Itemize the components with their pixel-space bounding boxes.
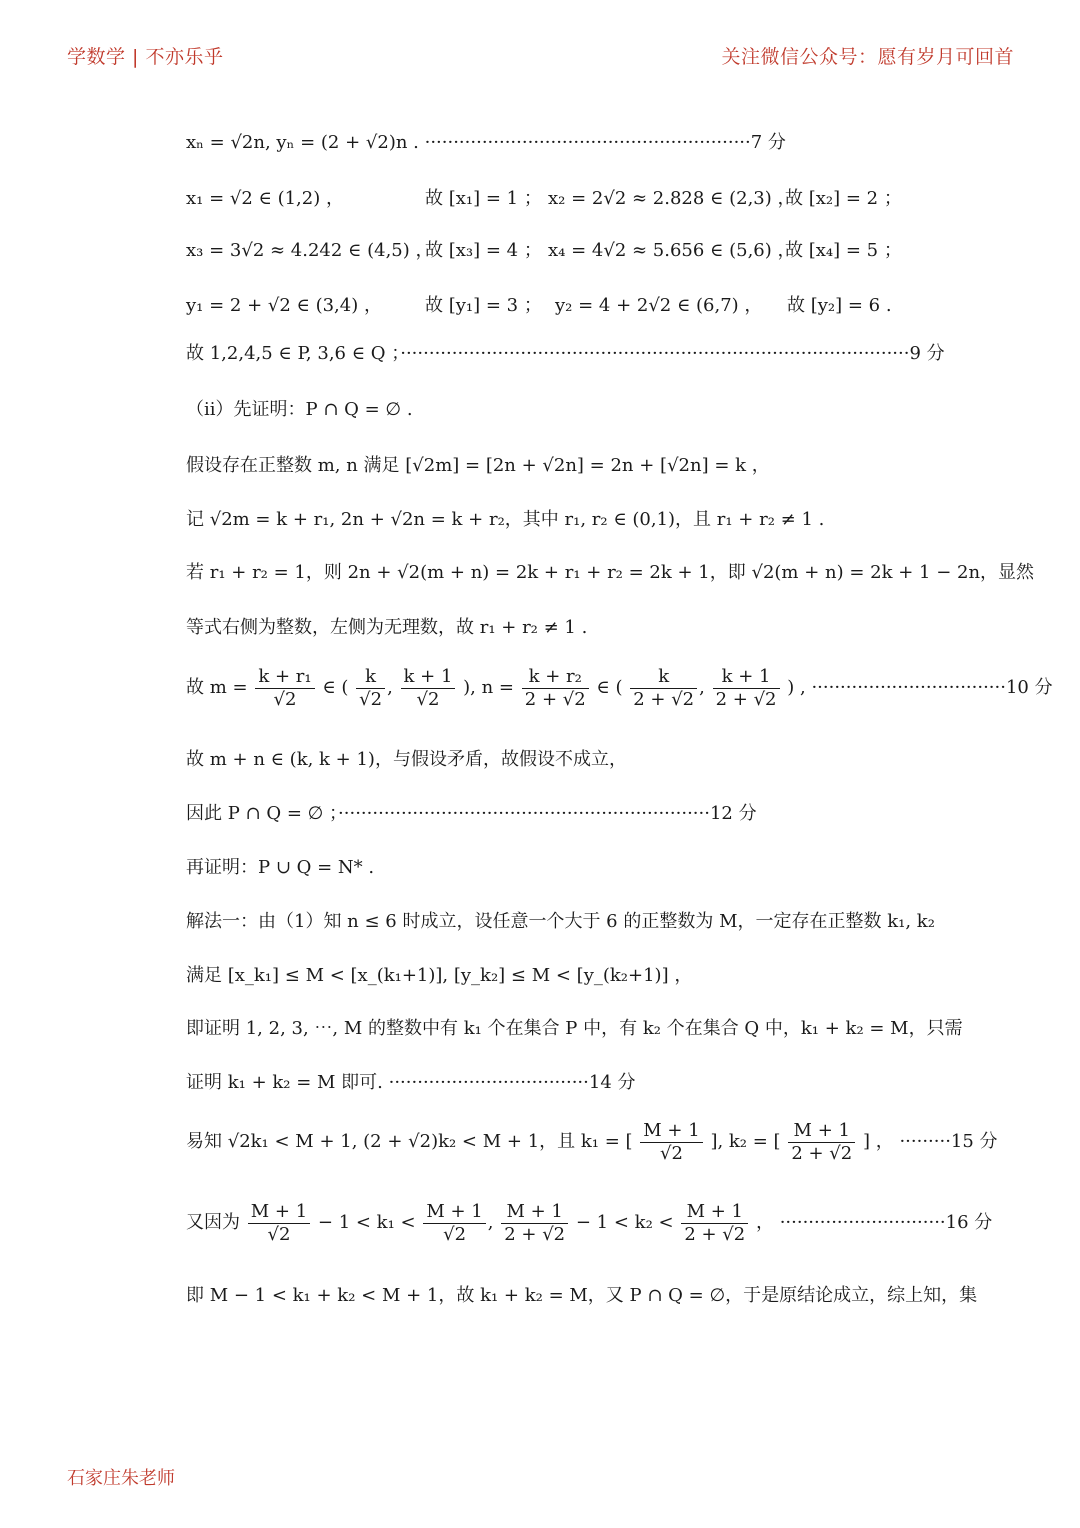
- denominator: 2 + √2: [524, 688, 586, 710]
- fraction: [630, 666, 697, 710]
- denominator: √2: [443, 1223, 467, 1245]
- line-p-cap-q: 因此 P ∩ Q = ∅ ；·································································12 分: [186, 803, 757, 824]
- header-right-label: 关注微信公众号：愿有岁月可回首: [721, 46, 1014, 68]
- text: ), n =: [463, 677, 515, 699]
- denominator: √2: [273, 688, 297, 710]
- score-label: ·····························16 分: [779, 1212, 993, 1234]
- fraction: [681, 1201, 748, 1245]
- line-xn-yn: xₙ = √2n, yₙ = (2 + √2)n . ·························································7 分: [186, 132, 786, 153]
- line-x4: x₄ = 4√2 ≈ 5.656 ∈ (5,6) ，: [548, 240, 796, 261]
- line-prove-union: 再证明：P ∪ Q = N* .: [186, 857, 375, 878]
- fraction: [401, 666, 456, 710]
- line-x1-floor: 故 [x₁] = 1 ；: [425, 188, 542, 209]
- numerator: M + 1: [248, 1201, 310, 1224]
- line-x1: x₁ = √2 ∈ (1,2) ，: [186, 188, 344, 209]
- numerator: M + 1: [501, 1201, 568, 1224]
- line-if-r-sum: 若 r₁ + r₂ = 1，则 2n + √2(m + n) = 2k + r₁ + r₂ = 2k + 1，即 √2(m + n) = 2k + 1 − 2n，显然: [186, 562, 1035, 583]
- text: 又因为: [186, 1212, 240, 1234]
- text: − 1 < k₁ <: [317, 1212, 416, 1234]
- footer-label: 石家庄朱老师: [67, 1468, 175, 1489]
- fraction: [356, 666, 385, 710]
- text: ∈ (: [596, 677, 623, 699]
- line-x2: x₂ = 2√2 ≈ 2.828 ∈ (2,3) ，: [548, 188, 796, 209]
- line-x4-floor: 故 [x₄] = 5 ；: [785, 240, 902, 261]
- score-label: ··································10 分: [811, 677, 1053, 699]
- text: ,: [387, 677, 393, 699]
- numerator: M + 1: [423, 1201, 485, 1224]
- line-m-n-intervals: [186, 666, 1053, 710]
- denominator: 2 + √2: [791, 1142, 853, 1164]
- fraction: [423, 1201, 485, 1245]
- line-part-ii: （ii）先证明：P ∩ Q = ∅ .: [186, 399, 413, 420]
- numerator: k: [356, 666, 385, 689]
- line-y2: y₂ = 4 + 2√2 ∈ (6,7) ，: [555, 295, 763, 316]
- line-because: [186, 1201, 992, 1245]
- fraction: [248, 1201, 310, 1245]
- score-label: ·········15 分: [899, 1131, 998, 1153]
- denominator: 2 + √2: [504, 1223, 566, 1245]
- line-count: 即证明 1, 2, 3, ⋯, M 的整数中有 k₁ 个在集合 P 中，有 k₂ 个在集合 Q 中，k₁ + k₂ = M，只需: [186, 1018, 963, 1039]
- text: 故 m =: [186, 677, 248, 699]
- denominator: 2 + √2: [715, 688, 777, 710]
- text: ) ,: [787, 677, 806, 699]
- line-define-r: 记 √2m = k + r₁, 2n + √2n = k + r₂，其中 r₁, r₂ ∈ (0,1)，且 r₁ + r₂ ≠ 1 .: [186, 509, 825, 530]
- denominator: 2 + √2: [684, 1223, 746, 1245]
- denominator: √2: [267, 1223, 291, 1245]
- text: ], k₂ = [: [710, 1131, 781, 1153]
- line-irrational: 等式右侧为整数，左侧为无理数，故 r₁ + r₂ ≠ 1 .: [186, 617, 588, 638]
- denominator: √2: [416, 688, 440, 710]
- numerator: k + r₂: [522, 666, 589, 689]
- fraction: [713, 666, 780, 710]
- line-assumption: 假设存在正整数 m, n 满足 [√2m] = [2n + √2n] = 2n + [√2n] = k ，: [186, 455, 770, 476]
- line-y2-floor: 故 [y₂] = 6 .: [787, 295, 892, 316]
- fraction: [788, 1120, 855, 1164]
- line-membership: 故 1,2,4,5 ∈ P, 3,6 ∈ Q ；·························································································9 分: [186, 343, 945, 364]
- text: ∈ (: [322, 677, 349, 699]
- numerator: k: [630, 666, 697, 689]
- line-contradiction: 故 m + n ∈ (k, k + 1)，与假设矛盾，故假设不成立，: [186, 749, 627, 770]
- fraction: [640, 1120, 702, 1164]
- numerator: k + 1: [713, 666, 780, 689]
- line-prove-sum: 证明 k₁ + k₂ = M 即可. ···································14 分: [186, 1072, 636, 1093]
- fraction: [255, 666, 314, 710]
- numerator: M + 1: [681, 1201, 748, 1224]
- line-method-one: 解法一：由（1）知 n ≤ 6 时成立，设任意一个大于 6 的正整数为 M，一定存在正整数 k₁, k₂: [186, 911, 935, 932]
- numerator: M + 1: [788, 1120, 855, 1143]
- numerator: k + 1: [401, 666, 456, 689]
- line-conclusion: 即 M − 1 < k₁ + k₂ < M + 1，故 k₁ + k₂ = M，又 P ∩ Q = ∅，于是原结论成立，综上知，集: [186, 1285, 978, 1306]
- fraction: [501, 1201, 568, 1245]
- numerator: k + r₁: [255, 666, 314, 689]
- text: ,: [487, 1212, 494, 1234]
- line-x2-floor: 故 [x₂] = 2 ；: [785, 188, 902, 209]
- line-y1-floor: 故 [y₁] = 3 ；: [425, 295, 542, 316]
- line-y1: y₁ = 2 + √2 ∈ (3,4) ，: [186, 295, 382, 316]
- denominator: 2 + √2: [633, 688, 695, 710]
- header-left-label: 学数学 | 不亦乐乎: [67, 46, 224, 68]
- text: 易知 √2k₁ < M + 1, (2 + √2)k₂ < M + 1，且 k₁ = [: [186, 1131, 633, 1153]
- text: ,: [699, 677, 705, 699]
- text: ，: [755, 1212, 774, 1234]
- line-easy-know: [186, 1120, 998, 1164]
- text: − 1 < k₂ <: [575, 1212, 674, 1234]
- fraction: [522, 666, 589, 710]
- line-x3: x₃ = 3√2 ≈ 4.242 ∈ (4,5) ，: [186, 240, 434, 261]
- line-x3-floor: 故 [x₃] = 4 ；: [425, 240, 542, 261]
- numerator: M + 1: [640, 1120, 702, 1143]
- denominator: √2: [359, 688, 383, 710]
- line-satisfy: 满足 [x_k₁] ≤ M < [x_(k₁+1)], [y_k₂] ≤ M < [y_(k₂+1)] ，: [186, 965, 693, 986]
- denominator: √2: [660, 1142, 683, 1164]
- text: ] ，: [862, 1131, 894, 1153]
